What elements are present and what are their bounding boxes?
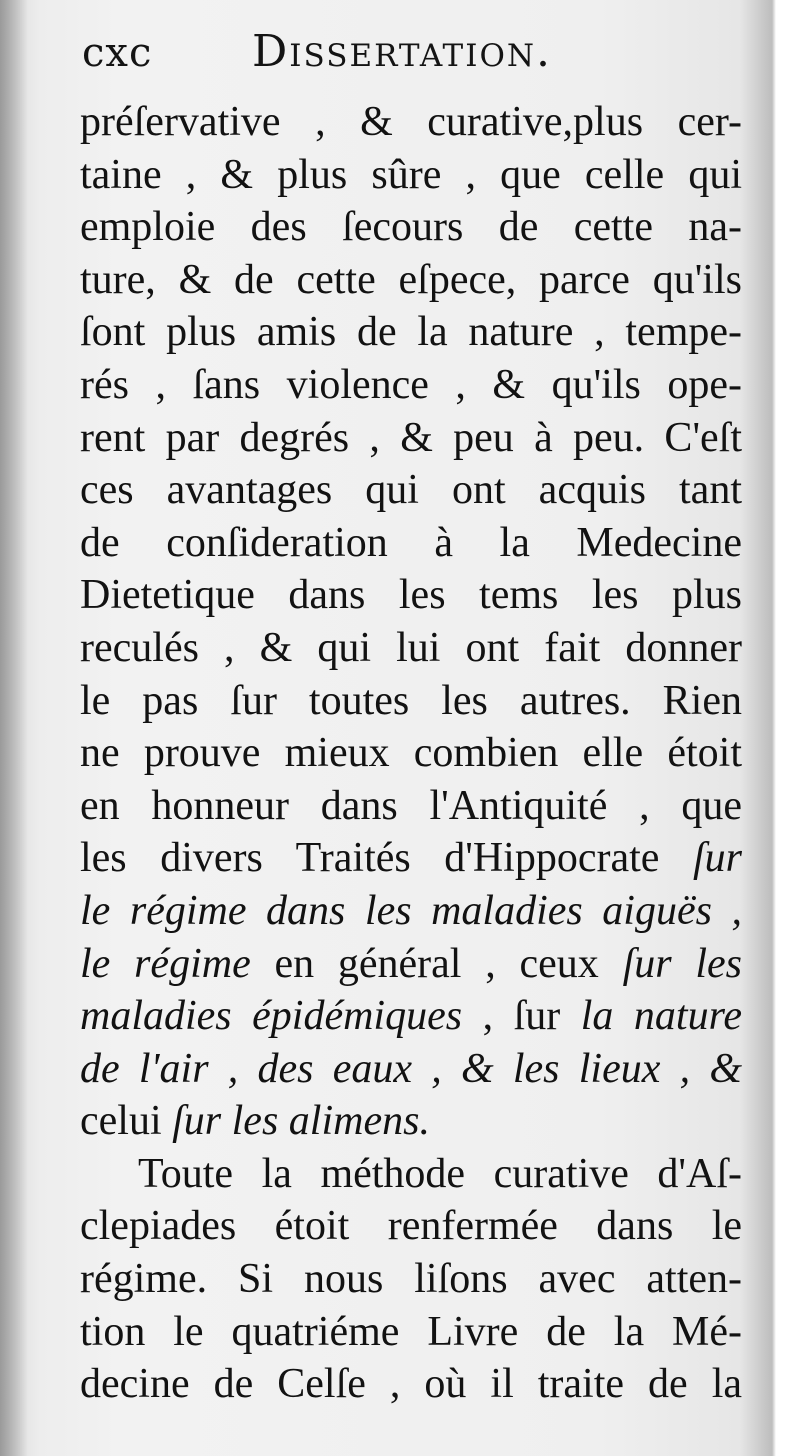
italic-segment: de l'air , des eaux , & les lieux , & (80, 1045, 742, 1092)
italic-segment: le régime (80, 940, 251, 987)
text-line: Dietetique dans les tems les plus (80, 572, 742, 619)
text-line: taine , & plus sûre , que celle qui (80, 151, 742, 198)
italic-segment: maladies épidémiques (80, 993, 463, 1040)
text-line (80, 1043, 742, 1096)
binding-shadow (0, 0, 28, 1456)
text-line: régime. Si nous liſons avec atten- (80, 1256, 742, 1303)
text-line: rent par degrés , & peu à peu. C'eſt (80, 414, 742, 461)
paragraph-start-line: Toute la méthode curative d'Aſ- (138, 1150, 742, 1197)
text-line: en honneur dans l'Antiquité , que (80, 782, 742, 829)
text-line: reculés , & qui lui ont fait donner (80, 624, 742, 671)
body-text (80, 96, 742, 1411)
page-number: cxc (82, 30, 153, 76)
text-line: le pas ſur toutes les autres. Rien (80, 677, 742, 724)
text-line (80, 832, 742, 885)
text-line (80, 938, 742, 991)
text-line: ne prouve mieux combien elle étoit (80, 730, 742, 777)
text-segment: , ſur (482, 993, 561, 1040)
italic-segment: ſur les (622, 940, 742, 987)
text-line: clepiades étoit renfermée dans le (80, 1203, 742, 1250)
text-line: decine de Celſe , où il traite de la (80, 1361, 742, 1408)
text-line (80, 1095, 742, 1148)
italic-segment: le régime dans les maladies aiguës , (80, 887, 742, 934)
running-title: Dissertation. (252, 26, 552, 77)
text-line: préſervative , & curative,plus cer- (80, 99, 742, 145)
text-segment: les divers Traités d'Hippocrate (80, 835, 660, 882)
text-line: ſont plus amis de la nature , tempe- (80, 309, 742, 356)
italic-segment: la nature (580, 993, 742, 1040)
text-line: emploie des ſecours de cette na- (80, 204, 742, 251)
text-line: ces avantages qui ont acquis tant (80, 467, 742, 514)
text-segment: en général , ceux (274, 940, 599, 987)
text-line: tion le quatriéme Livre de la Mé- (80, 1308, 742, 1355)
text-line (80, 885, 742, 938)
text-line: ture, & de cette eſpece, parce qu'ils (80, 256, 742, 303)
page-header (82, 18, 742, 78)
italic-segment: ſur (692, 835, 742, 882)
text-line: de conſideration à la Medecine (80, 519, 742, 566)
text-line: rés , ſans violence , & qu'ils ope- (80, 361, 742, 408)
italic-segment: ſur les alimens. (172, 1098, 430, 1145)
text-line (80, 990, 742, 1043)
text-segment: celui (80, 1098, 162, 1145)
